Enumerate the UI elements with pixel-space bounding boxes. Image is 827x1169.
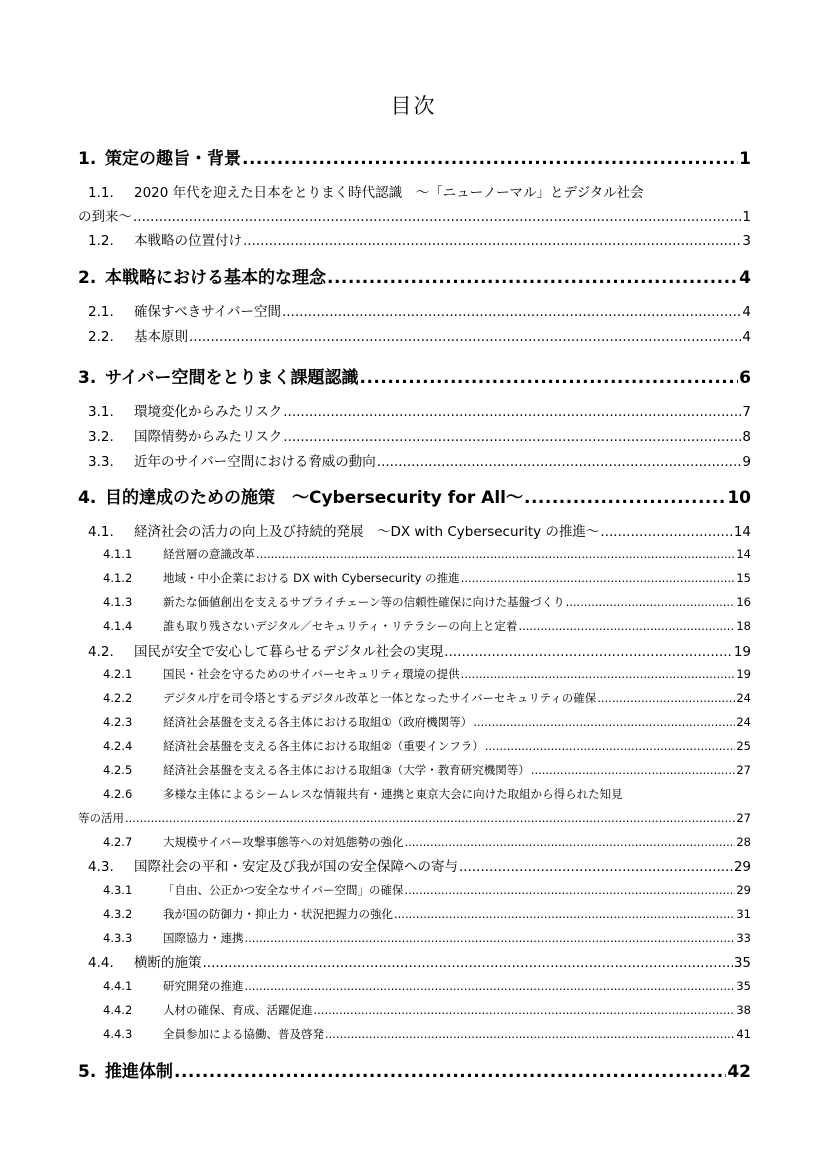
toc-entry-4-2-3[interactable] [103,714,751,732]
toc-entry-4-1-2[interactable] [103,570,751,588]
toc-entry-3-2[interactable] [88,425,751,445]
dot-leader [133,209,741,225]
toc-title: 本戦略における基本的な理念 [105,268,326,287]
toc-title: 経済社会基盤を支える各主体における取組③（大学・教育研究機関等） [163,763,530,777]
toc-page: 24 [736,691,751,705]
toc-title: デジタル庁を司令塔とするデジタル改革と一体となったサイバーセキュリティの確保 [163,691,597,705]
toc-page: 29 [736,883,751,897]
toc-title-continued: 等の活用 [78,811,124,825]
dot-leader [245,979,736,993]
toc-entry-4-2-7[interactable] [103,834,751,852]
toc-page: 27 [736,811,751,825]
toc-title: 経済社会基盤を支える各主体における取組②（重要インフラ） [163,739,484,753]
dot-leader [189,329,741,345]
dot-leader [256,547,735,561]
toc-number: 4.3.1 [103,883,133,897]
toc-title: 国際情勢からみたリスク [134,429,283,445]
toc-page: 38 [736,1003,751,1017]
toc-title: 経営層の意識改革 [163,547,255,561]
toc-page: 8 [742,429,751,445]
toc-title: 国民が安全で安心して暮らせるデジタル社会の実現 [134,644,444,660]
toc-page: 14 [733,524,751,540]
toc-title: 2020 年代を迎えた日本をとりまく時代認識 ～「ニューノーマル」とデジタル社会 [134,185,644,201]
toc-entry-4-2-2[interactable] [103,690,751,708]
toc-page: 31 [736,907,751,921]
dot-leader [518,619,735,633]
toc-page: 18 [736,619,751,633]
toc-title: 策定の趣旨・背景 [105,149,241,168]
toc-number: 3.2. [88,429,114,445]
toc-number: 5. [78,1062,97,1081]
toc-entry-4-4[interactable] [88,951,751,971]
toc-title: 国民・社会を守るためのサイバーセキュリティ環境の提供 [163,667,460,681]
dot-leader [461,571,736,585]
toc-title: 新たな価値創出を支えるサプライチェーン等の信頼性確保に向けた基盤づくり [163,595,565,609]
toc-entry-4-1-1[interactable] [103,546,751,564]
toc-title: 環境変化からみたリスク [134,404,283,420]
toc-page: 16 [736,595,751,609]
toc-page: 4 [739,268,751,287]
toc-title: 国際協力・連携 [163,931,244,945]
dot-leader [325,1027,735,1041]
toc-number: 4.3. [88,859,114,875]
toc-number: 2.1. [88,304,114,320]
toc-title: サイバー空間をとりまく課題認識 [105,368,359,387]
dot-leader [283,404,741,420]
toc-number: 4.2. [88,644,114,660]
toc-number: 4.1.1 [103,547,133,561]
dot-leader [377,454,742,470]
toc-page: 15 [736,571,751,585]
toc-page: 10 [727,488,751,507]
dot-leader [473,715,735,729]
toc-number: 1.1. [88,185,114,201]
toc-title: 多様な主体によるシームレスな情報共有・連携と東京大会に向けた取組から得られた知見 [163,787,623,801]
toc-title: 横断的施策 [134,955,202,971]
toc-number: 4.4. [88,955,114,971]
toc-page: 14 [736,547,751,561]
toc-number: 3. [78,368,97,387]
toc-entry-4-2-4[interactable] [103,738,751,756]
toc-title: 経済社会基盤を支える各主体における取組①（政府機関等） [163,715,473,729]
dot-leader [524,488,726,507]
toc-title: 目的達成のための施策 ～Cybersecurity for All～ [105,488,523,507]
toc-entry-3-3[interactable] [88,450,751,470]
dot-leader [243,233,741,249]
toc-entry-4-3-3[interactable] [103,930,751,948]
toc-number: 4.2.5 [103,763,133,777]
toc-number: 4. [78,488,97,507]
toc-page: 27 [736,763,751,777]
toc-entry-4-1-4[interactable] [103,618,751,636]
toc-number: 4.4.3 [103,1027,133,1041]
toc-title: 大規模サイバー攻撃事態等への対処態勢の強化 [163,835,404,849]
dot-leader [314,1003,736,1017]
toc-entry-4-2-5[interactable] [103,762,751,780]
dot-leader [485,739,736,753]
toc-title: 近年のサイバー空間における脅威の動向 [134,454,376,470]
toc-title: 誰も取り残さないデジタル／セキュリティ・リテラシーの向上と定着 [163,619,518,633]
toc-page: 19 [736,667,751,681]
dot-leader [283,429,741,445]
toc-entry-3[interactable] [78,363,751,387]
dot-leader [600,524,732,540]
dot-leader [242,149,738,168]
toc-number: 3.3. [88,454,114,470]
toc-number: 4.2.6 [103,787,133,801]
dot-leader [327,268,738,287]
toc-entry-4-4-1[interactable] [103,978,751,996]
toc-number: 4.4.1 [103,979,133,993]
toc-entry-1[interactable] [78,144,751,168]
toc-number: 2. [78,268,97,287]
toc-page: 6 [739,368,751,387]
page-title: 目次 [390,94,437,118]
toc-title: 我が国の防御力・抑止力・状況把握力の強化 [163,907,393,921]
toc-entry-3-1[interactable] [88,400,751,420]
toc-number: 4.2.1 [103,667,133,681]
toc-entry-4-3[interactable] [88,855,751,875]
toc-entry-5[interactable] [78,1057,751,1081]
toc-title: 地域・中小企業における DX with Cybersecurity の推進 [163,571,460,585]
toc-title: 研究開発の推進 [163,979,244,993]
toc-page: 1 [742,209,751,225]
toc-entry-2-2[interactable] [88,325,751,345]
toc-title: 「自由、公正かつ安全なサイバー空間」の確保 [163,883,404,897]
dot-leader [531,763,736,777]
toc-entry-4-3-2[interactable] [103,906,751,924]
toc-entry-4-1-3[interactable] [103,594,751,612]
dot-leader [444,644,733,660]
toc-number: 4.2.4 [103,739,133,753]
dot-leader [404,835,735,849]
dot-leader [282,304,741,320]
dot-leader [404,883,735,897]
toc-title: 経済社会の活力の向上及び持続的発展 ～DX with Cybersecurity の推進～ [134,524,600,540]
toc-page: 4 [742,329,751,345]
toc-page: 19 [733,644,751,660]
toc-entry-4-3-1[interactable] [103,882,751,900]
toc-entry-4-2-1[interactable] [103,666,751,684]
toc-page: 7 [742,404,751,420]
toc-title: 確保すべきサイバー空間 [134,304,282,320]
toc-entry-4-2-6-cont[interactable] [78,810,751,828]
toc-page: 1 [739,149,751,168]
dot-leader [125,811,735,825]
toc-number: 4.1.4 [103,619,133,633]
toc-number: 4.1.3 [103,595,133,609]
toc-number: 2.2. [88,329,114,345]
toc-number: 4.4.2 [103,1003,133,1017]
toc-title: 本戦略の位置付け [134,233,242,249]
dot-leader [203,955,733,971]
toc-entry-4-2-6[interactable] [103,786,751,804]
dot-leader [461,667,736,681]
toc-number: 3.1. [88,404,114,420]
toc-number: 4.2.2 [103,691,133,705]
toc-page: 28 [736,835,751,849]
toc-entry-2-1[interactable] [88,300,751,320]
toc-page: 42 [727,1062,751,1081]
toc-page: 9 [742,454,751,470]
toc-page: 25 [736,739,751,753]
toc-page: 41 [736,1027,751,1041]
toc-entry-4-4-3[interactable] [103,1026,751,1044]
dot-leader [394,907,735,921]
toc-entry-2[interactable] [78,263,751,287]
toc-entry-4[interactable] [78,483,751,507]
toc-number: 4.3.3 [103,931,133,945]
toc-entry-1-1-cont[interactable] [78,205,751,225]
toc-entry-1-1[interactable] [88,181,751,201]
dot-leader [359,368,738,387]
toc-number: 4.2.3 [103,715,133,729]
toc-title: 全員参加による協働、普及啓発 [163,1027,324,1041]
dot-leader [566,595,736,609]
toc-entry-4-4-2[interactable] [103,1002,751,1020]
toc-page: 24 [736,715,751,729]
toc-page: 35 [733,955,751,971]
dot-leader [597,691,735,705]
toc-page: 35 [736,979,751,993]
toc-title-continued: の到来～ [78,209,132,225]
toc-number: 4.1. [88,524,114,540]
toc-title: 人材の確保、育成、活躍促進 [163,1003,313,1017]
dot-leader [245,931,736,945]
dot-leader [459,859,733,875]
toc-page: 4 [742,304,751,320]
toc-entry-4-1[interactable] [88,520,751,540]
toc-page: 29 [733,859,751,875]
toc-page: 33 [736,931,751,945]
toc-number: 4.1.2 [103,571,133,585]
toc-title: 国際社会の平和・安定及び我が国の安全保障への寄与 [134,859,458,875]
toc-title: 推進体制 [105,1062,173,1081]
toc-page: 3 [742,233,751,249]
toc-entry-4-2[interactable] [88,640,751,660]
toc-entry-1-2[interactable] [88,229,751,249]
toc-number: 4.3.2 [103,907,133,921]
toc-number: 4.2.7 [103,835,133,849]
toc-number: 1. [78,149,97,168]
toc-number: 1.2. [88,233,114,249]
toc-title: 基本原則 [134,329,188,345]
dot-leader [174,1062,726,1081]
